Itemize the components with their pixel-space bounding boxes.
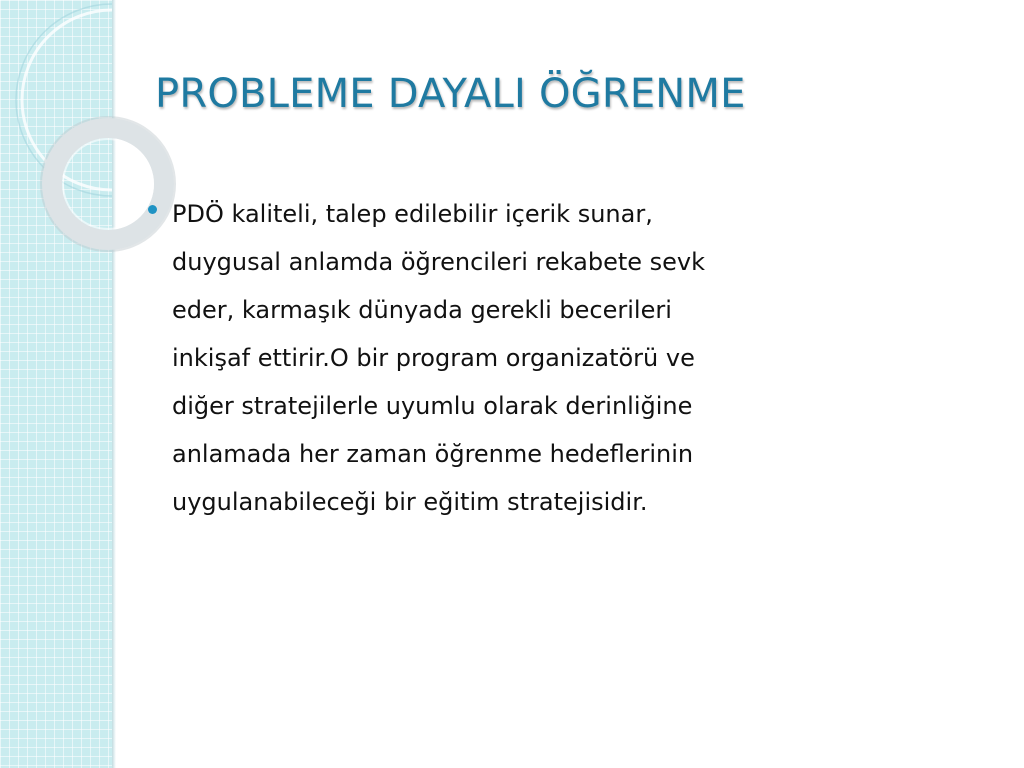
slide-title: PROBLEME DAYALI ÖĞRENME [155,71,746,117]
bullet-icon [148,205,157,214]
bullet-text: PDÖ kaliteli, talep edilebilir içerik sunar, duygusal anlamda öğrencileri rekabete sevk eder, karmaşık dünyada gerekli becerileri inkişaf ettirir.O bir program organizatörü ve diğer stratejilerle uyumlu olarak derinliğine anlamada her zaman öğrenme hedeflerinin uygulanabileceği bir eğitim stratejisidir. [172,200,706,516]
bullet-item [140,190,960,526]
slide-body [140,190,960,526]
